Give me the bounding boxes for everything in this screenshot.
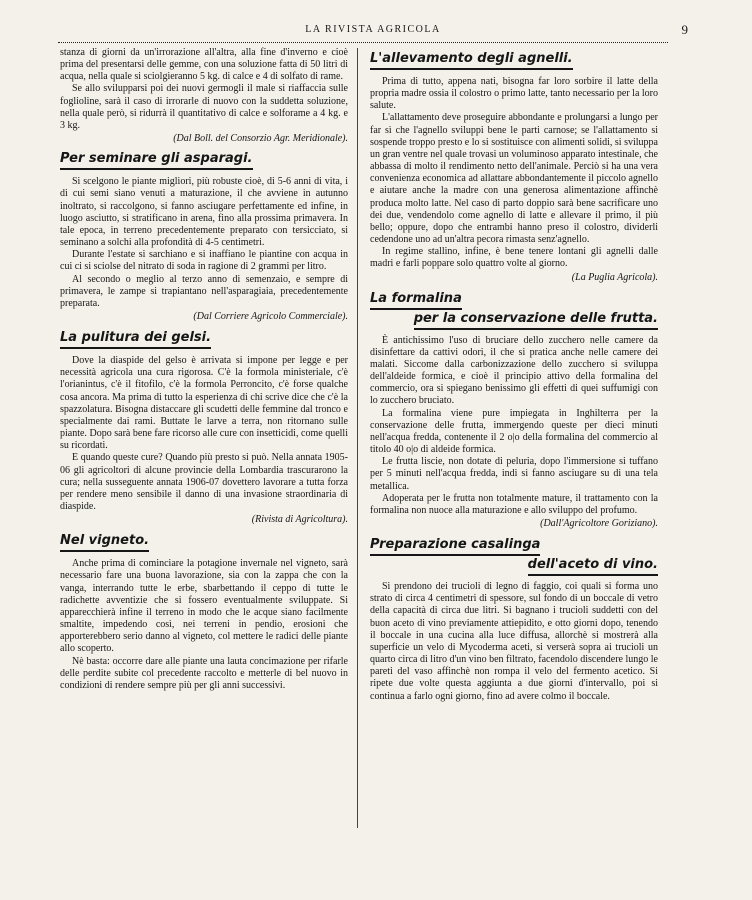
section-title-vigneto: Nel vigneto. (60, 533, 149, 552)
header-rule (58, 42, 668, 43)
article-source: (Dall'Agricoltore Goriziano). (540, 518, 658, 529)
article-paragraph: È antichissimo l'uso di bruciare dello zucchero nelle camere da disinfettare da cattivi odori, il che si pratica anche nelle camere dei malati. Siccome dalla carbonizzazione dello zucchero si sviluppa dell'aldeide formica, e cioè il principio attivo della formalina del commercio, ora si spiegano benissimo gli effetti di quei suffumigi con lo zucchero bruciato. (370, 334, 658, 407)
right-column (370, 47, 658, 703)
article-source: (La Puglia Agricola). (571, 271, 658, 283)
article-paragraph: La formalina viene pure impiegata in Inghilterra per la conservazione delle frutta, immergendo queste per dieci minuti nell'acqua fredda, contenente il 2 o|o della formalina del commercio al titolo 40 o|o di aldeide formica. (370, 407, 658, 456)
section-title-asparagi: Per seminare gli asparagi. (60, 151, 253, 170)
section-title-line: per la conservazione delle frutta. (414, 311, 658, 330)
article-paragraph: Prima di tutto, appena nati, bisogna far loro sorbire il latte della propria madre ossia il colostro o primo latte, tanto necessario per la loro salute. (370, 76, 658, 112)
article-paragraph: Nè basta: occorre dare alle piante una lauta concimazione per rifarle delle perdite subite col precedente raccolto e metterle di bel nuovo in condizioni di rendere sempre più per gli anni successivi. (60, 655, 348, 691)
section-title-line: dell'aceto di vino. (528, 557, 658, 576)
article-paragraph: Durante l'estate si sarchiano e si inaffiano le piantine con acqua in cui ci si sciolse del nitrato di soda in ragione di 2 grammi per litro. (60, 249, 348, 273)
section-title-line: Preparazione casalinga (370, 537, 540, 556)
article-paragraph: E quando queste cure? Quando più presto si può. Nella annata 1905-06 gli agricoltori di alcune provincie della Lombardia trascurarono la cura; nella susseguente annata 1906-07 dovettero lavorare a tutta forza per rendere meno sensibile il danno di una invasione straordinaria di diaspide. (60, 452, 348, 512)
page-header (58, 22, 688, 40)
article-paragraph: Adoperata per le frutta non totalmente mature, il trattamento con la formalina non nuoce alla maturazione e allo sviluppo del profumo. (370, 492, 658, 516)
section-title-gelsi: La pulitura dei gelsi. (60, 330, 211, 349)
article-paragraph: L'allattamento deve proseguire abbondante e prolungarsi a lungo per far sì che l'agnello sviluppi bene le parti carnose; se l'allattamento si sospende troppo presto e lo si sostituisce con alimenti solidi, si sviluppa un gran ventre nel quale trovasi un voluminoso apparato intestinale, che abbassa di molto il rendimento netto dell'animale. Perciò si ha una vera convenienza economica ad allattare abbondantemente il piccolo agnello e aiutare anche la madre con una generosa alimentazione affinchè produca molto latte. Nel caso di parto doppio sarà bene sacrificare uno dei due, vendendolo come agnello di latte e allevare il primo, il più bello; oppure, dopo che entrambi hanno preso il colostro, dividerli cedendone uno ad un'altra pecora rimasta senz'agnello. (370, 112, 658, 246)
page-number: 9 (681, 22, 688, 37)
article-paragraph: Anche prima di cominciare la potagione invernale nel vigneto, sarà necessario fare una buona lavorazione, sia con la zappa che con la vanga, interrando tutte le erbe, sbarbettando il ceppo di tutte le radichette avventizie che si fossero eventualmente sviluppate. Si apparecchierà infine il terreno in modo che le acque siano facilmente smaltite, impedendo così, nei terreni in pendio, erosioni che apporterebbero serio danno al vigneto, col mettere le radici delle piante allo scoperto. (60, 558, 348, 655)
running-title: LA RIVISTA AGRICOLA (305, 24, 441, 35)
section-title-aceto (370, 537, 658, 576)
article-paragraph: Dove la diaspide del gelso è arrivata si impone per legge e per necessità agricola una cura rigorosa. C'è la formola ministeriale, c'è l'orianintus, c'è il fitofilo, c'è la formola Perroncito, c'è forse qualche cosa ancora. Ma prima di tutto la esperienza di chi scrive dice che c'è la spazzolatura. Bisogna distaccare gli scudetti delle femmine dal tronco e specialmente dai rami. Buttate le larve a terra, non ritornano sulle piante. Dopo sarà bene fare ricorso alle cure con insetticidi, come quelli su ricordati. (60, 355, 348, 452)
article-paragraph: Si scelgono le piante migliori, più robuste cioè, di 5-6 anni di vita, i di cui semi siano venuti a maturazione, il che avviene in autunno inoltrato, si raccolgono, si fanno asciugare perfettamente ed infine, in luogo asciutto, si stratificano in arena, fino alla prossima primavera. In tale epoca, in terreno precedentemente preparato con tersicciato, si seminano a solchi alla profondità di 4-5 centimetri. (60, 176, 348, 249)
left-column (60, 47, 348, 692)
article-paragraph: Al secondo o meglio al terzo anno di semenzaio, e sempre di primavera, le zampe si trapiantano nell'asparagiaia, precedentemente preparata. (60, 273, 348, 309)
article-paragraph: In regime stallino, infine, è bene tenere lontani gli agnelli dalle madri e farli poppare solo quattro volte al giorno. (370, 246, 658, 270)
section-title-line: La formalina (370, 291, 462, 310)
column-divider (357, 48, 358, 828)
article-source: (Dal Boll. del Consorzio Agr. Meridionale). (173, 133, 348, 145)
intro-paragraph: stanza di giorni da un'irrorazione all'altra, alla fine d'inverno e cioè prima del presentarsi delle gemme, con una soluzione fatta di 50 litri di acqua, nella quale si sciolgieranno 5 kg. di calce e 4 di solfato di rame. (60, 47, 348, 83)
section-title-formalina (370, 291, 658, 330)
intro-paragraph: Se allo svilupparsi poi dei nuovi germogli il male si riaffaccia sulle foglioline, sarà il caso di irrorarle di nuovo con la suddetta soluzione, nella quale però, si ridurrà il quantitativo di calce e solforame a 4 kg. e 3 kg. (60, 83, 348, 131)
article-source: (Dal Corriere Agricolo Commerciale). (193, 310, 348, 322)
article-source: (Rivista di Agricoltura). (251, 514, 348, 526)
section-title-agnelli: L'allevamento degli agnelli. (370, 51, 573, 70)
article-paragraph: Le frutta liscie, non dotate di peluria, dopo l'immersione si tuffano per 5 minuti nell'acqua fredda, indi si fanno asciugare su di una tela metallica. (370, 456, 658, 492)
article-paragraph: Si prendono dei trucioli di legno di faggio, coi quali si forma uno strato di circa 4 centimetri di spessore, sul fondo di un boccale di vetro della capacità di circa due litri. Si bagnano i trucioli suddetti con del buon aceto di vino previamente attiepidito, e otto giorni dopo, tenendo il boccale in una cucina alla luce diffusa, allorchè si mostrerà alla superficie un velo di Mycoderma aceti, si verserà sopra ai trucioli un quarto circa di litro d'un vino ben filtrato, facendolo discendere lungo le pareti del vaso affinchè non rompa il velo del fermento acetico. Si ripete due volte questa aggiunta a due giorni d'intervallo, poi si continua a farlo ogni giorno, fino ad avere colmo il boccale. (370, 581, 658, 702)
